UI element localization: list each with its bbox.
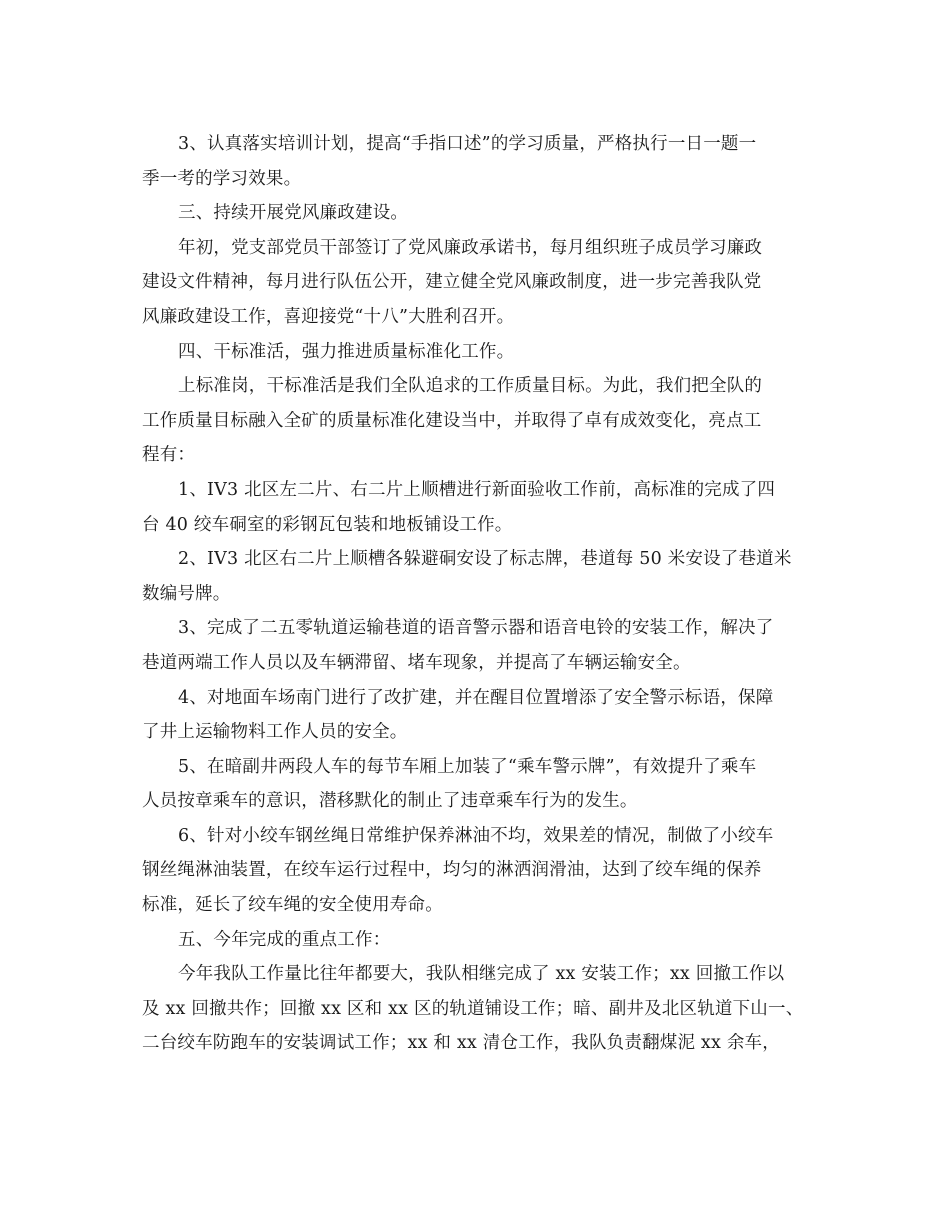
text-line: 及 xx 回撤共作；回撤 xx 区和 xx 区的轨道铺设工作；暗、副井及北区轨道下山一、 [142,998,804,1019]
document-page [142,127,810,1061]
body-paragraph [142,819,810,923]
text-line: 年初，党支部党员干部签订了党风廉政承诺书，每月组织班子成员学习廉政 [178,237,763,258]
body-paragraph [142,542,810,611]
text-line: 今年我队工作量比往年都要大，我队相继完成了 xx 安装工作；xx 回撤工作以 [178,964,785,985]
body-paragraph [142,473,810,542]
text-line: 4、对地面车场南门进行了改扩建，并在醒目位置增添了安全警示标语，保障 [178,687,774,708]
text-line: 了井上运输物料工作人员的安全。 [142,722,408,743]
section-heading [142,335,810,370]
text-line: 6、针对小绞车钢丝绳日常维护保养淋油不均，效果差的情况，制做了小绞车 [178,825,774,846]
body-paragraph [142,369,810,473]
section-heading [142,196,810,231]
text-line: 人员按章乘车的意识，潜移默化的制止了违章乘车行为的发生。 [142,791,638,812]
text-line: 台 40 绞车硐室的彩钢瓦包装和地板铺设工作。 [142,514,513,535]
body-paragraph [142,957,810,1061]
text-line: 三、持续开展党风廉政建设。 [178,203,409,224]
text-line: 工作质量目标融入全矿的质量标准化建设当中，并取得了卓有成效变化，亮点工 [142,410,762,431]
section-heading [142,923,810,958]
text-line: 2、IV3 北区右二片上顺槽各躲避硐安设了标志牌，巷道每 50 米安设了巷道米 [178,549,792,570]
text-line: 二台绞车防跑车的安装调试工作；xx 和 xx 清仓工作，我队负责翻煤泥 xx 余车， [142,1033,780,1054]
text-line: 建设文件精神，每月进行队伍公开，建立健全党风廉政制度，进一步完善我队党 [142,272,762,293]
body-paragraph [142,611,810,680]
text-line: 标准，延长了绞车绳的安全使用寿命。 [142,895,443,916]
body-paragraph [142,127,810,196]
text-line: 风廉政建设工作，喜迎接党“十八”大胜利召开。 [142,306,515,327]
body-paragraph [142,231,810,335]
text-line: 季一考的学习效果。 [142,168,302,189]
body-paragraph [142,750,810,819]
text-line: 四、干标准活，强力推进质量标准化工作。 [178,341,515,362]
text-line: 五、今年完成的重点工作： [178,929,391,950]
text-line: 程有： [142,445,196,466]
text-line: 巷道两端工作人员以及车辆滞留、堵车现象，并提高了车辆运输安全。 [142,652,691,673]
text-line: 1、IV3 北区左二片、右二片上顺槽进行新面验收工作前，高标准的完成了四 [178,479,776,500]
text-line: 上标准岗，干标准活是我们全队追求的工作质量目标。为此，我们把全队的 [178,376,763,397]
text-line: 钢丝绳淋油装置，在绞车运行过程中，均匀的淋洒润滑油，达到了绞车绳的保养 [142,860,762,881]
body-paragraph [142,681,810,750]
text-line: 数编号牌。 [142,583,231,604]
text-line: 5、在暗副井两段人车的每节车厢上加装了“乘车警示牌”，有效提升了乘车 [178,756,757,777]
text-line: 3、认真落实培训计划，提高“手指口述”的学习质量，严格执行一日一题一 [178,134,757,154]
text-line: 3、完成了二五零轨道运输巷道的语音警示器和语音电铃的安装工作，解决了 [178,618,774,639]
